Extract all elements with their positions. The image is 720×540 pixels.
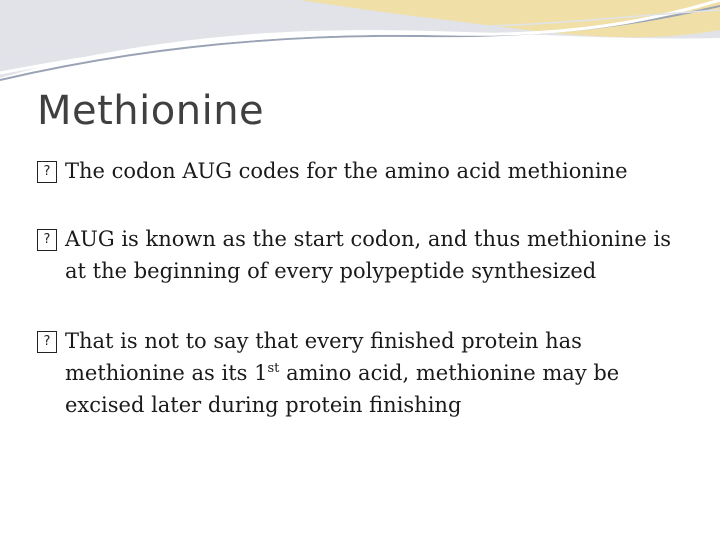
bullet-item: [37, 155, 697, 187]
bullet-list: [37, 155, 697, 459]
bullet-item: [37, 223, 697, 287]
ordinal-superscript: st: [267, 361, 280, 376]
missing-glyph-icon: ?: [37, 229, 57, 251]
missing-glyph-icon: ?: [37, 161, 57, 183]
bullet-text: AUG is known as the start codon, and thus methionine is at the beginning of every polypeptide synthesized: [65, 227, 671, 283]
bullet-text-after: amino acid, methionine may be excised later during protein finishing: [65, 361, 620, 417]
missing-glyph-icon: ?: [37, 331, 57, 353]
bullet-text: The codon AUG codes for the amino acid methionine: [65, 159, 628, 183]
header-swoosh-decoration: [0, 0, 720, 90]
bullet-text-before: That is not to say that every finished protein has methionine as its 1: [65, 329, 582, 385]
slide-title: Methionine: [37, 88, 265, 134]
bullet-item: [37, 325, 697, 421]
